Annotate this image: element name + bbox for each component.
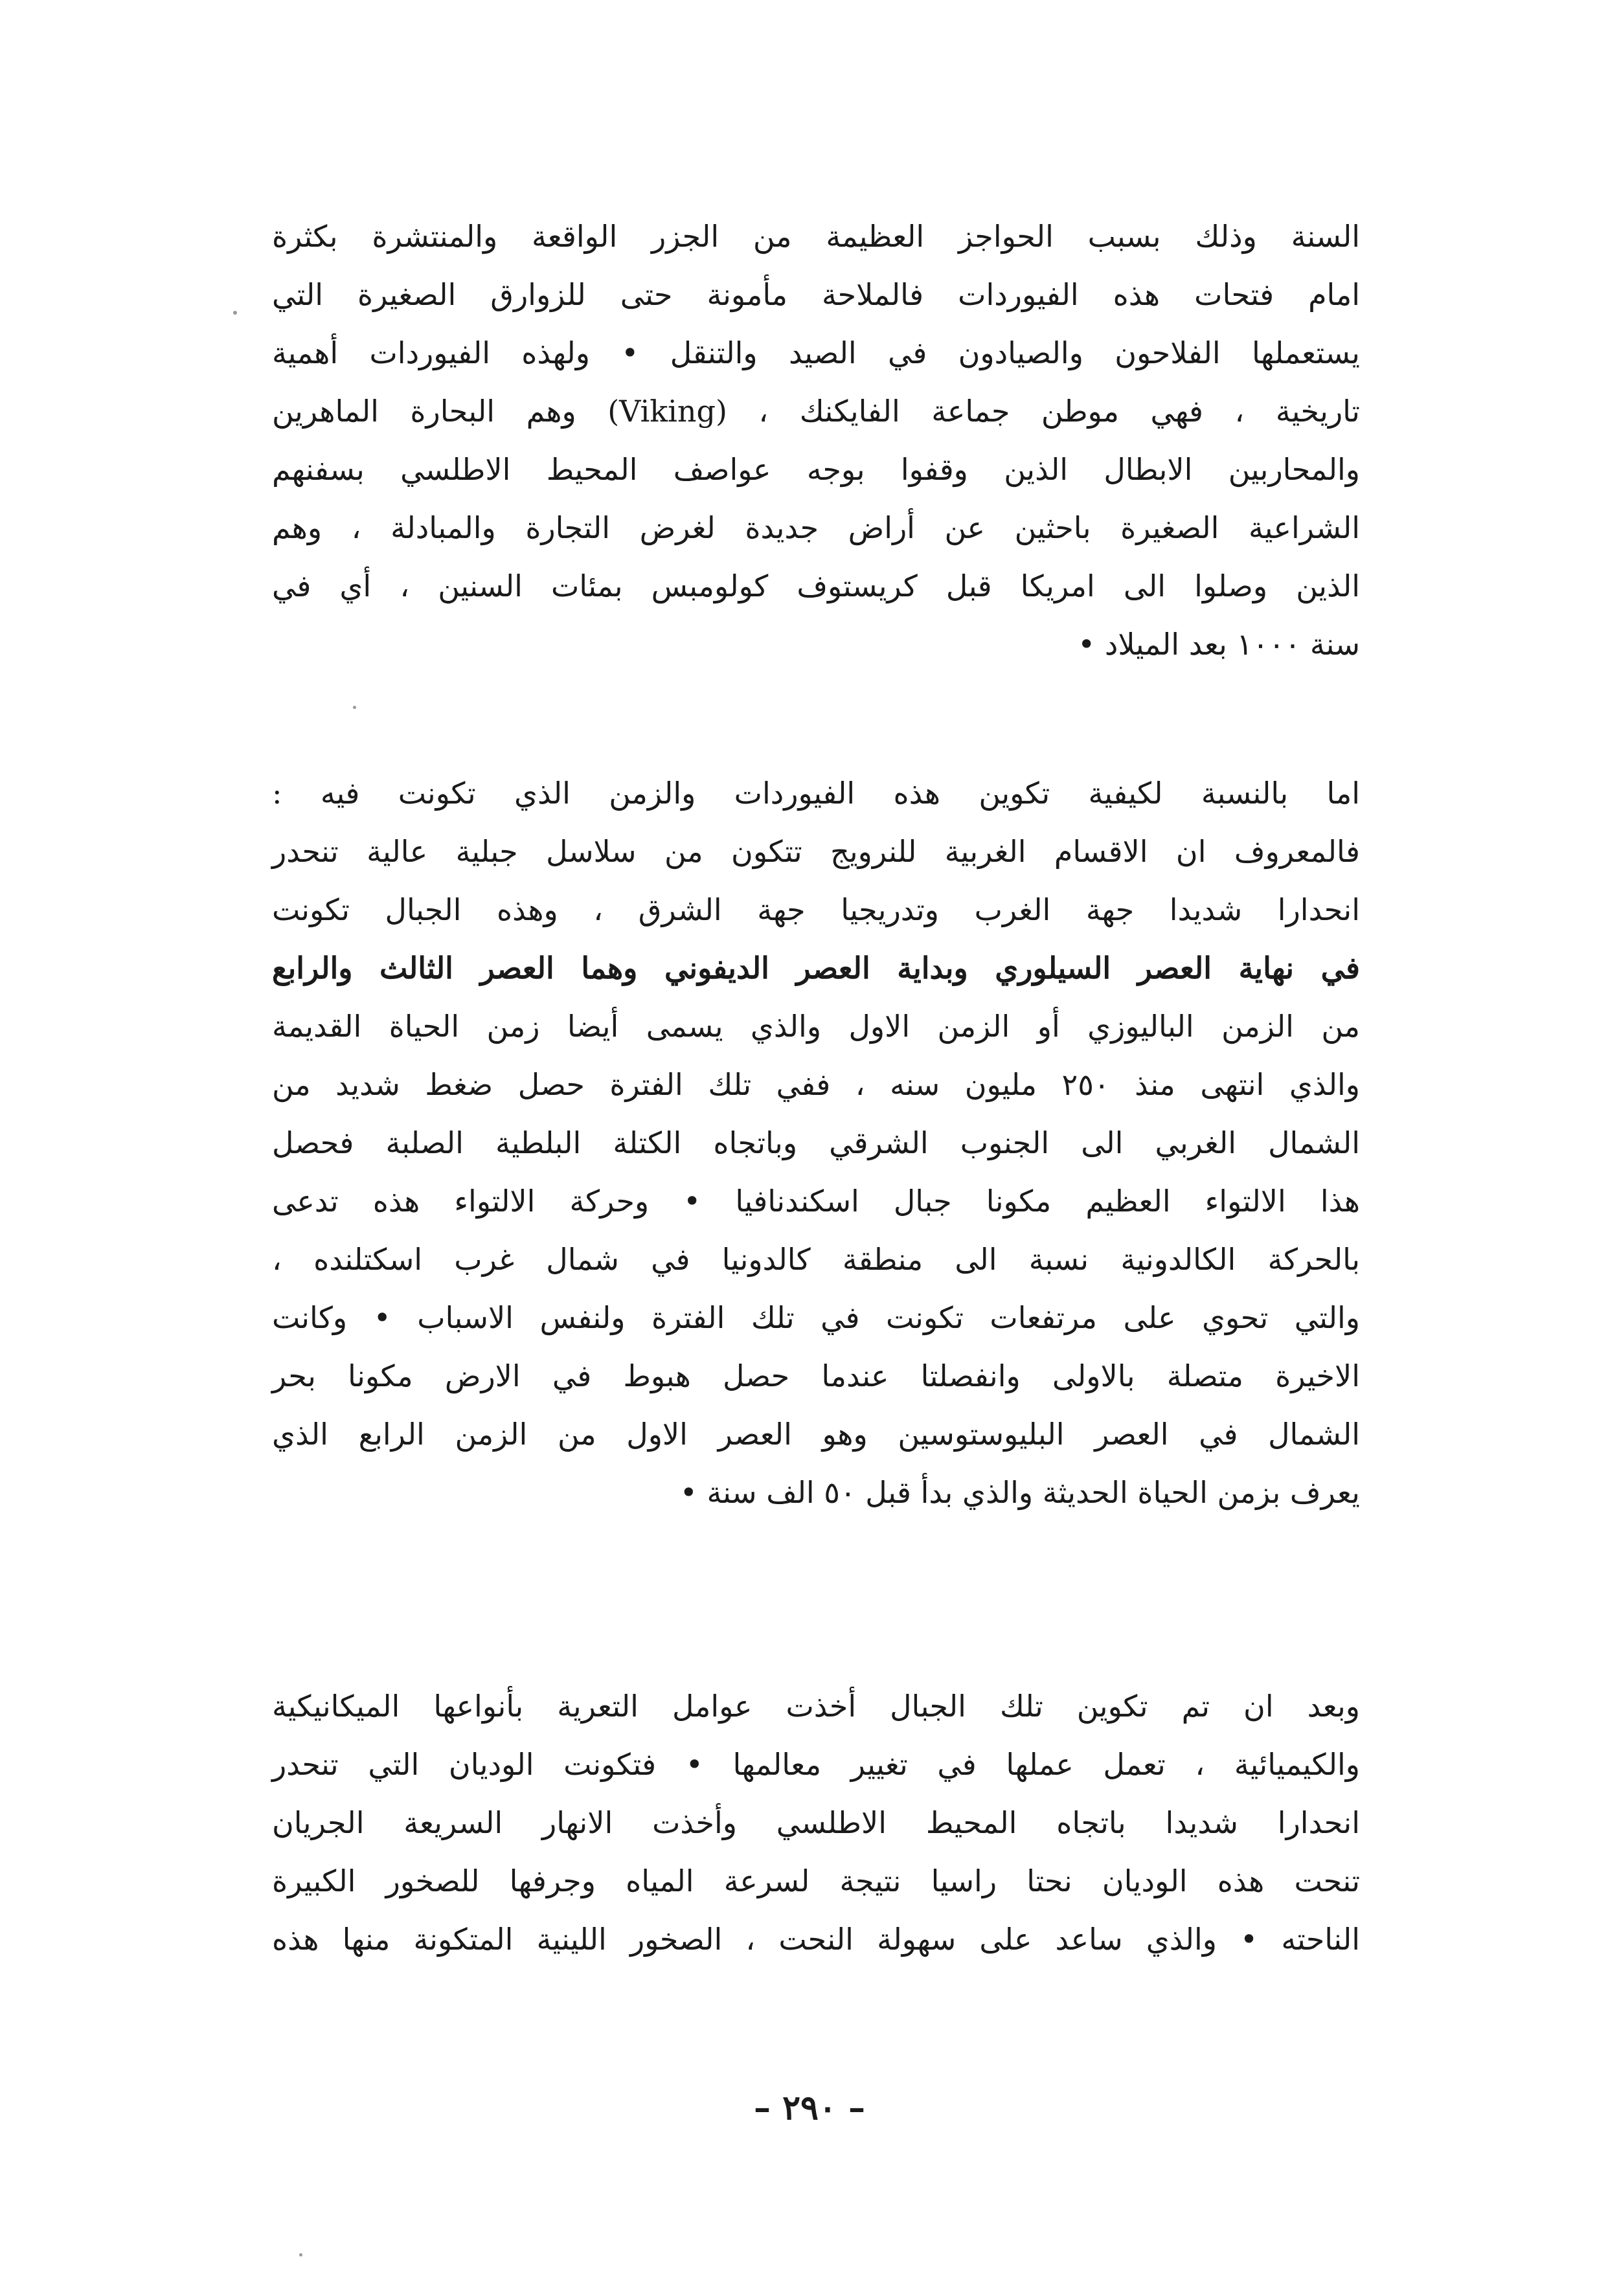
text-line: في نهاية العصر السيلوري وبداية العصر الديفوني وهما العصر الثالث والرابع: [272, 951, 1360, 985]
text-line: الناحته • والذي ساعد على سهولة النحت ، الصخور اللينية المتكونة منها هذه: [272, 1922, 1360, 1957]
text-line: امام فتحات هذه الفيوردات فالملاحة مأمونة حتى للزوارق الصغيرة التي: [272, 277, 1360, 312]
text-line: تاريخية ، فهي موطن جماعة الفايكنك ، (Viking) وهم البحارة الماهرين: [272, 394, 1360, 429]
text-line: الشمال في العصر البليوستوسين وهو العصر الاول من الزمن الرابع الذي: [272, 1417, 1360, 1452]
text-line: فالمعروف ان الاقسام الغربية للنرويج تتكون من سلاسل جبلية عالية تنحدر: [272, 834, 1360, 869]
text-line: والتي تحوي على مرتفعات تكونت في تلك الفترة ولنفس الاسباب • وكانت: [272, 1300, 1360, 1335]
text-line: انحدارا شديدا جهة الغرب وتدريجيا جهة الشرق ، وهذه الجبال تكونت: [272, 892, 1360, 927]
text-line: يعرف بزمن الحياة الحديثة والذي بدأ قبل ٥٠ الف سنة •: [679, 1475, 1360, 1510]
scan-speck: [353, 706, 356, 709]
paragraph-2: [272, 764, 1360, 1522]
text-line: من الزمن الباليوزي أو الزمن الاول والذي يسمى أيضا زمن الحياة القديمة: [272, 1009, 1360, 1044]
text-line: الذين وصلوا الى امريكا قبل كريستوف كولومبس بمئات السنين ، أي في: [272, 568, 1360, 603]
text-line: السنة وذلك بسبب الحواجز العظيمة من الجزر الواقعة والمنتشرة بكثرة: [272, 219, 1360, 254]
scan-speck: [299, 2253, 302, 2257]
text-line: هذا الالتواء العظيم مكونا جبال اسكندنافيا • وحركة الالتواء هذه تدعى: [272, 1184, 1360, 1219]
paragraph-3: [272, 1677, 1360, 1968]
paragraph-1: [272, 207, 1360, 673]
scan-speck: [233, 311, 237, 315]
text-line: يستعملها الفلاحون والصيادون في الصيد والتنقل • ولهذه الفيوردات أهمية: [272, 335, 1360, 370]
text-line: والكيميائية ، تعمل عملها في تغيير معالمها • فتكونت الوديان التي تنحدر: [272, 1747, 1360, 1782]
text-line: انحدارا شديدا باتجاه المحيط الاطلسي وأخذت الانهار السريعة الجريان: [272, 1805, 1360, 1840]
page-number: – ٢٩٠ –: [753, 2088, 865, 2128]
text-line: بالحركة الكالدونية نسبة الى منطقة كالدونيا في شمال غرب اسكتلنده ،: [272, 1242, 1360, 1277]
text-line: سنة ١٠٠٠ بعد الميلاد •: [1078, 627, 1360, 662]
text-line: الشراعية الصغيرة باحثين عن أراض جديدة لغرض التجارة والمبادلة ، وهم: [272, 510, 1360, 545]
text-line: الشمال الغربي الى الجنوب الشرقي وباتجاه الكتلة البلطية الصلبة فحصل: [272, 1125, 1360, 1160]
text-line: اما بالنسبة لكيفية تكوين هذه الفيوردات والزمن الذي تكونت فيه :: [272, 776, 1360, 811]
text-line: والذي انتهى منذ ٢٥٠ مليون سنه ، ففي تلك الفترة حصل ضغط شديد من: [272, 1067, 1360, 1102]
text-line: والمحاربين الابطال الذين وقفوا بوجه عواصف المحيط الاطلسي بسفنهم: [272, 452, 1360, 487]
text-line: تنحت هذه الوديان نحتا راسيا نتيجة لسرعة المياه وجرفها للصخور الكبيرة: [272, 1863, 1360, 1898]
text-line: وبعد ان تم تكوين تلك الجبال أخذت عوامل التعرية بأنواعها الميكانيكية: [272, 1689, 1360, 1724]
text-line: الاخيرة متصلة بالاولى وانفصلتا عندما حصل هبوط في الارض مكونا بحر: [272, 1358, 1360, 1393]
